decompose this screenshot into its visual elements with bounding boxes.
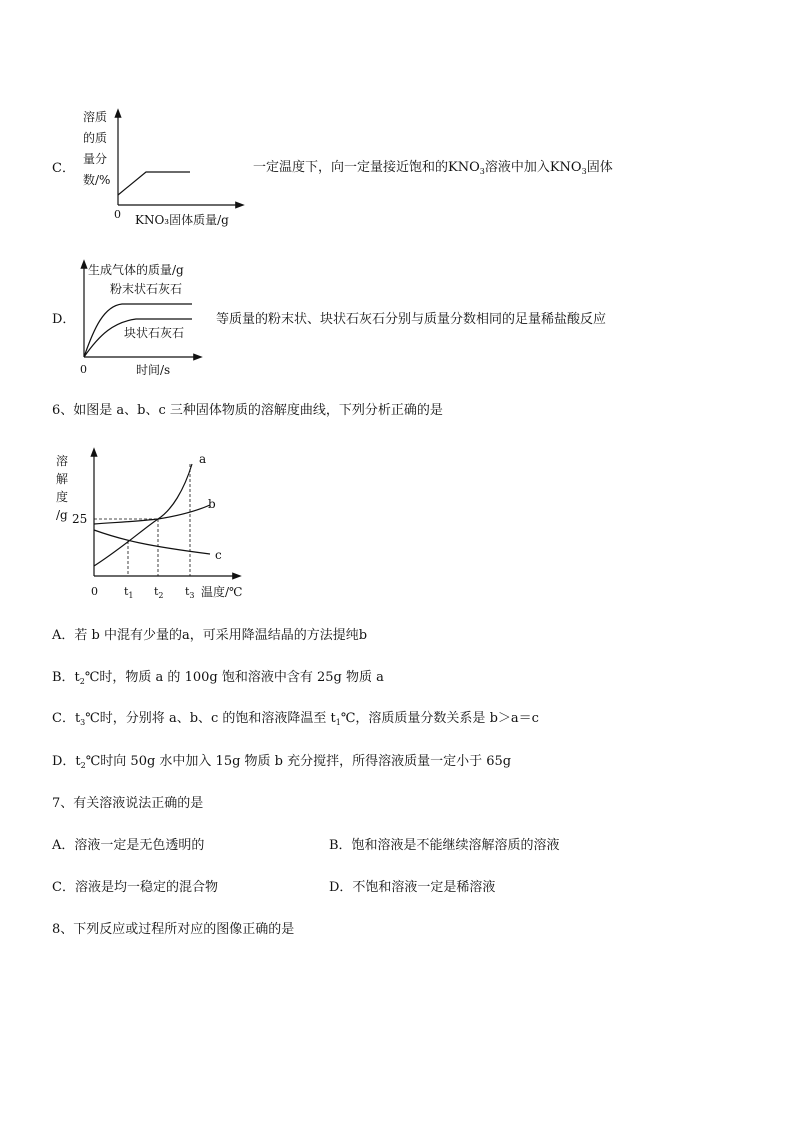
q6-solubility-graph: [52, 448, 252, 603]
c-curve: [118, 172, 190, 195]
c-desc-sub1: 3: [479, 167, 485, 176]
q6-origin: 0: [91, 585, 98, 598]
option-d-label: D．: [52, 312, 76, 327]
q6-tick-t2: $t_2$: [154, 585, 164, 600]
c-desc-pre: 一定温度下，向一定量接近饱和的KNO: [253, 160, 480, 175]
d-curve2-label: 块状石灰石: [124, 326, 185, 340]
q6-y-tick-25: 25: [72, 512, 88, 526]
q6-y-label-2: 解: [56, 472, 69, 486]
q6-option-b: B．$t_2℃$时，物质 a 的 100g 饱和溶液中含有 25g 物质 a: [52, 670, 384, 686]
q7-stem: 7、有关溶液说法正确的是: [52, 796, 204, 811]
q7-option-c: C．溶液是均一稳定的混合物: [52, 880, 218, 895]
c-y-label-1: 溶质: [83, 110, 108, 124]
option-c-description: [253, 160, 613, 177]
q6-stem: 6、如图是 a、b、c 三种固体物质的溶解度曲线，下列分析正确的是: [52, 403, 443, 418]
q6-y-label-3: 度: [56, 490, 69, 504]
q7-option-b: B．饱和溶液是不能继续溶解溶质的溶液: [329, 838, 560, 853]
c-y-label-3: 量分: [83, 152, 108, 166]
option-d-description: 等质量的粉末状、块状石灰石分别与质量分数相同的足量稀盐酸反应: [216, 312, 607, 327]
c-y-label-4: 数/%: [83, 173, 111, 187]
q7-option-a: A．溶液一定是无色透明的: [52, 838, 205, 853]
q8-stem: 8、下列反应或过程所对应的图像正确的是: [52, 922, 295, 937]
c-x-label: KNO₃固体质量/g: [135, 213, 229, 227]
c-origin: 0: [114, 208, 121, 221]
option-d-graph: [74, 258, 214, 378]
q6-option-a: A．若 b 中混有少量的a，可采用降温结晶的方法提纯b: [52, 628, 368, 643]
q6-tick-t3: $t_3$: [185, 585, 195, 600]
c-y-label-2: 的质: [83, 131, 108, 145]
d-y-label: 生成气体的质量/g: [88, 263, 184, 277]
c-desc-post: 固体: [586, 160, 613, 175]
q6-y-label-4: /g: [56, 508, 68, 522]
option-c-label: C．: [52, 161, 75, 176]
q6-label-a: a: [199, 452, 207, 466]
q7-option-d: D．不饱和溶液一定是稀溶液: [329, 880, 496, 895]
q6-x-label: 温度/℃: [201, 585, 243, 599]
d-x-label: 时间/s: [136, 363, 171, 377]
c-desc-sub2: 3: [581, 167, 587, 176]
q6-option-c: C．$t_3℃$时，分别将 a、b、c 的饱和溶液降温至 $t_1℃$，溶质质量分数关系是 b＞a＝c: [52, 711, 539, 727]
q6-curve-c: [94, 530, 210, 554]
q6-label-c: c: [215, 548, 222, 562]
q6-y-label-1: 溶: [56, 454, 69, 468]
option-c-graph: [78, 105, 248, 230]
c-desc-mid: 溶液中加入KNO: [484, 160, 582, 175]
q6-label-b: b: [208, 497, 216, 511]
d-curve1-label: 粉末状石灰石: [110, 282, 183, 296]
q6-curve-b: [94, 505, 210, 524]
d-origin: 0: [80, 363, 87, 376]
q6-tick-t1: $t_1$: [124, 585, 134, 600]
q6-option-d: D．$t_2℃$时向 50g 水中加入 15g 物质 b 充分搅拌，所得溶液质量一定小于 65g: [52, 754, 512, 770]
